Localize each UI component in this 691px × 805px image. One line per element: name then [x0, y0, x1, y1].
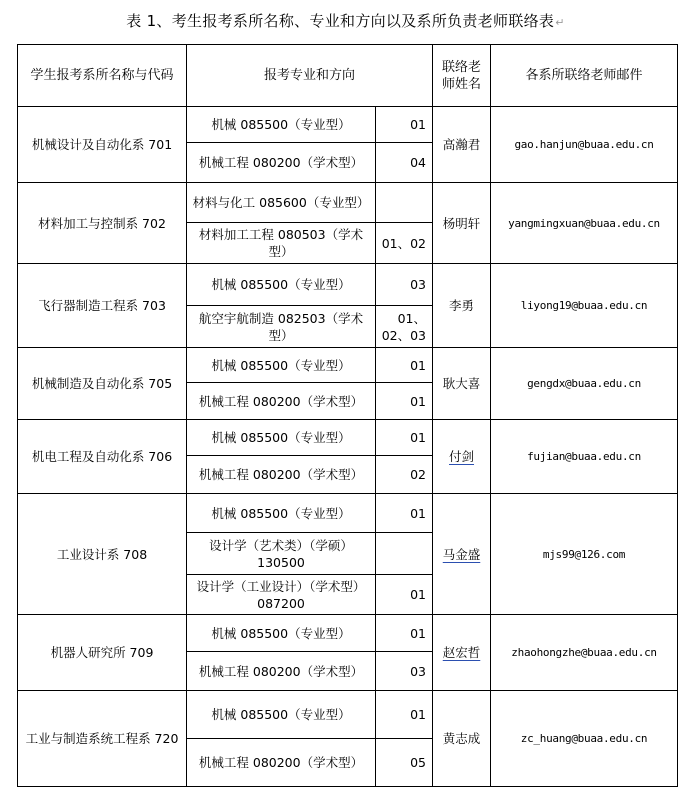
- teacher-name: 耿大喜: [442, 376, 481, 391]
- teacher-cell: [433, 494, 491, 615]
- direction-cell: 01: [376, 383, 433, 420]
- teacher-name: 付剑: [449, 449, 475, 464]
- email-cell[interactable]: zc_huang@buaa.edu.cn: [491, 691, 678, 787]
- dept-name-cell: 机电工程及自动化系 706: [18, 420, 187, 494]
- direction-cell: 01: [376, 348, 433, 383]
- direction-cell: 05: [376, 739, 433, 787]
- email-cell[interactable]: yangmingxuan@buaa.edu.cn: [491, 183, 678, 264]
- teacher-name: 马金盛: [442, 546, 481, 562]
- header-program: 报考专业和方向: [187, 45, 433, 107]
- direction-cell: 01、02、03: [376, 306, 433, 348]
- teacher-cell: [433, 691, 491, 787]
- direction-cell: 01: [376, 420, 433, 456]
- dept-name-cell: 机器人研究所 709: [18, 615, 187, 691]
- teacher-cell: [433, 264, 491, 348]
- teacher-name: 高瀚君: [442, 137, 481, 152]
- email-cell[interactable]: fujian@buaa.edu.cn: [491, 420, 678, 494]
- table-row: [18, 494, 678, 533]
- program-cell: 机械工程 080200（学术型）: [187, 383, 376, 420]
- direction-cell: 01: [376, 107, 433, 143]
- program-cell: 机械 085500（专业型）: [187, 264, 376, 306]
- email-cell[interactable]: mjs99@126.com: [491, 494, 678, 615]
- table-row: [18, 264, 678, 306]
- program-cell: 机械 085500（专业型）: [187, 420, 376, 456]
- email-cell[interactable]: gengdx@buaa.edu.cn: [491, 348, 678, 420]
- program-cell: 机械 085500（专业型）: [187, 691, 376, 739]
- program-cell: 机械工程 080200（学术型）: [187, 652, 376, 691]
- teacher-cell: [433, 183, 491, 264]
- dept-name-cell: 工业与制造系统工程系 720: [18, 691, 187, 787]
- document-title: 表 1、考生报考系所名称、专业和方向以及系所负责老师联络表↵: [126, 12, 565, 30]
- program-cell: 设计学（工业设计）（学术型）087200: [187, 575, 376, 615]
- header-teacher: 联络老师姓名: [433, 45, 491, 107]
- direction-cell: 01: [376, 575, 433, 615]
- header-dept: 学生报考系所名称与代码: [18, 45, 187, 107]
- table-row: [18, 615, 678, 652]
- direction-cell: 03: [376, 264, 433, 306]
- table-row: [18, 183, 678, 223]
- program-cell: 机械 085500（专业型）: [187, 107, 376, 143]
- program-cell: 机械 085500（专业型）: [187, 615, 376, 652]
- direction-cell: 01: [376, 615, 433, 652]
- table-row: [18, 348, 678, 383]
- teacher-name: 黄志成: [442, 731, 481, 746]
- dept-name-cell: 工业设计系 708: [18, 494, 187, 615]
- header-email: 各系所联络老师邮件: [491, 45, 678, 107]
- dept-name-cell: 材料加工与控制系 702: [18, 183, 187, 264]
- dept-name-cell: 机械制造及自动化系 705: [18, 348, 187, 420]
- program-cell: 机械工程 080200（学术型）: [187, 456, 376, 494]
- teacher-cell: [433, 420, 491, 494]
- program-cell: 机械工程 080200（学术型）: [187, 739, 376, 787]
- dept-name-cell: 机械设计及自动化系 701: [18, 107, 187, 183]
- teacher-name: 杨明轩: [442, 215, 481, 231]
- table-row: [18, 107, 678, 143]
- teacher-cell: [433, 107, 491, 183]
- teacher-name: 李勇: [449, 298, 475, 313]
- dept-name-cell: 飞行器制造工程系 703: [18, 264, 187, 348]
- header-row: [18, 45, 678, 107]
- direction-cell: 03: [376, 652, 433, 691]
- teacher-name: 赵宏哲: [442, 645, 481, 660]
- program-cell: 材料加工工程 080503（学术型）: [187, 223, 376, 264]
- program-cell: 材料与化工 085600（专业型）: [187, 183, 376, 223]
- program-cell: 机械 085500（专业型）: [187, 348, 376, 383]
- contact-table-body: [18, 45, 678, 787]
- direction-cell: [376, 183, 433, 223]
- program-cell: 机械 085500（专业型）: [187, 494, 376, 533]
- direction-cell: 01: [376, 691, 433, 739]
- paragraph-mark: ↵: [555, 16, 565, 29]
- direction-cell: 01: [376, 494, 433, 533]
- teacher-cell: [433, 615, 491, 691]
- email-cell[interactable]: gao.hanjun@buaa.edu.cn: [491, 107, 678, 183]
- program-cell: 机械工程 080200（学术型）: [187, 143, 376, 183]
- direction-cell: [376, 533, 433, 575]
- direction-cell: 01、02: [376, 223, 433, 264]
- table-row: [18, 691, 678, 739]
- contact-table: [17, 44, 678, 787]
- table-row: [18, 420, 678, 456]
- program-cell: 航空宇航制造 082503（学术型）: [187, 306, 376, 348]
- program-cell: 设计学（艺术类）（学硕）130500: [187, 533, 376, 575]
- direction-cell: 02: [376, 456, 433, 494]
- direction-cell: 04: [376, 143, 433, 183]
- email-cell[interactable]: zhaohongzhe@buaa.edu.cn: [491, 615, 678, 691]
- email-cell[interactable]: liyong19@buaa.edu.cn: [491, 264, 678, 348]
- teacher-cell: [433, 348, 491, 420]
